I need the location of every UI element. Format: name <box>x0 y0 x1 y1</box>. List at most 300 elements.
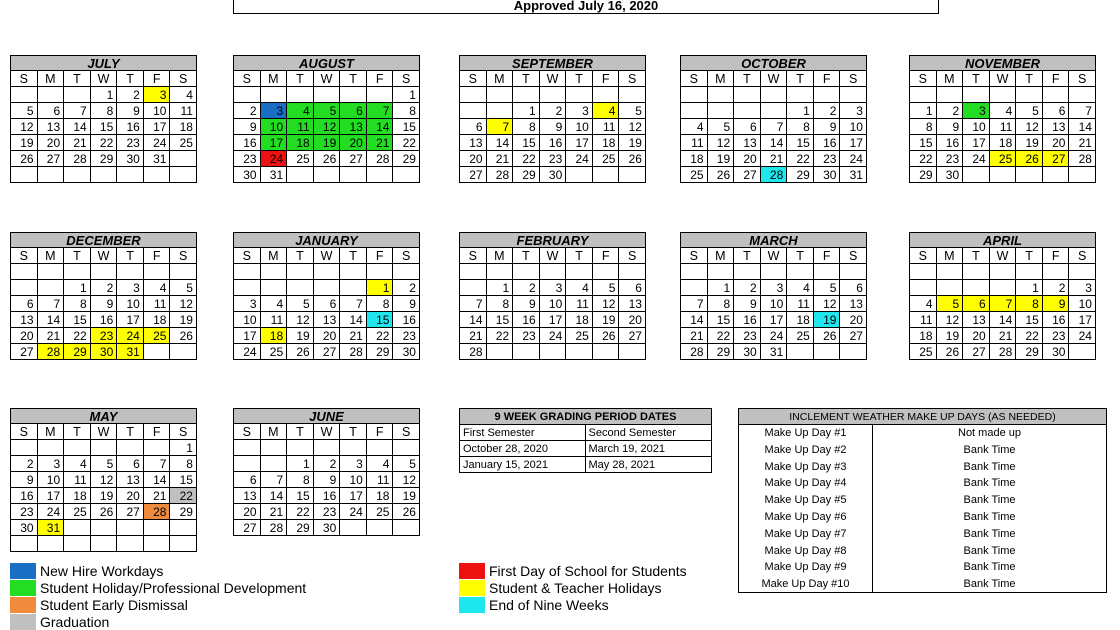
day-cell: 29 <box>91 151 118 167</box>
day-cell: 3 <box>566 103 593 119</box>
day-cell: 18 <box>64 488 91 504</box>
day-cell: 17 <box>540 312 567 328</box>
weekday-header: F <box>1043 71 1070 87</box>
table-row <box>738 442 1107 459</box>
day-cell: 25 <box>910 344 937 360</box>
day-cell: 5 <box>937 296 964 312</box>
day-cell: 9 <box>937 119 964 135</box>
day-cell: 4 <box>990 103 1017 119</box>
day-cell: 8 <box>393 103 420 119</box>
empty-cell <box>619 264 646 280</box>
day-cell: 30 <box>393 344 420 360</box>
day-cell: 10 <box>340 472 367 488</box>
empty-cell <box>340 264 367 280</box>
table-row <box>459 457 712 473</box>
makeup-day-status: Bank Time <box>873 526 1107 543</box>
empty-cell <box>38 536 65 552</box>
day-cell: 20 <box>340 135 367 151</box>
day-cell: 31 <box>38 520 65 536</box>
month-grid <box>10 71 197 183</box>
day-cell: 27 <box>963 344 990 360</box>
day-cell: 14 <box>990 312 1017 328</box>
empty-cell <box>1069 344 1096 360</box>
day-cell: 26 <box>937 344 964 360</box>
day-cell: 12 <box>937 312 964 328</box>
day-cell: 2 <box>117 87 144 103</box>
day-cell: 3 <box>340 456 367 472</box>
day-cell: 15 <box>787 135 814 151</box>
day-cell: 22 <box>708 328 735 344</box>
day-cell: 10 <box>38 472 65 488</box>
day-cell: 16 <box>11 488 38 504</box>
empty-cell <box>963 167 990 183</box>
empty-cell <box>314 280 341 296</box>
day-cell: 12 <box>393 472 420 488</box>
day-cell: 5 <box>814 280 841 296</box>
day-cell: 11 <box>681 135 708 151</box>
legend-swatch <box>10 614 36 630</box>
day-cell: 12 <box>11 119 38 135</box>
table-cell: January 15, 2021 <box>459 457 586 473</box>
day-cell: 26 <box>314 151 341 167</box>
day-cell: 16 <box>734 312 761 328</box>
day-cell: 20 <box>619 312 646 328</box>
empty-cell <box>340 280 367 296</box>
weekday-header: T <box>117 71 144 87</box>
day-cell: 9 <box>11 472 38 488</box>
legend-label: Student & Teacher Holidays <box>489 579 662 596</box>
weekday-header: W <box>91 248 118 264</box>
day-cell: 27 <box>234 520 261 536</box>
empty-cell <box>1043 87 1070 103</box>
makeup-day-label: Make Up Day #4 <box>738 475 873 492</box>
empty-cell <box>234 87 261 103</box>
empty-cell <box>170 167 197 183</box>
month-title: OCTOBER <box>680 55 867 71</box>
day-cell: 5 <box>1016 103 1043 119</box>
day-cell: 6 <box>38 103 65 119</box>
table-row <box>738 459 1107 476</box>
month-title: APRIL <box>909 232 1096 248</box>
weekday-header: W <box>540 71 567 87</box>
day-cell: 6 <box>1043 103 1070 119</box>
day-cell: 30 <box>937 167 964 183</box>
day-cell: 8 <box>287 472 314 488</box>
empty-cell <box>11 440 38 456</box>
day-cell: 19 <box>393 488 420 504</box>
day-cell: 12 <box>1016 119 1043 135</box>
day-cell: 29 <box>1016 344 1043 360</box>
weekday-header: S <box>393 248 420 264</box>
makeup-day-label: Make Up Day #2 <box>738 442 873 459</box>
legend-item <box>10 613 306 630</box>
empty-cell <box>38 87 65 103</box>
day-cell: 12 <box>619 119 646 135</box>
day-cell: 28 <box>367 151 394 167</box>
day-cell: 5 <box>314 103 341 119</box>
month-december <box>10 232 197 360</box>
day-cell: 21 <box>38 328 65 344</box>
empty-cell <box>367 87 394 103</box>
month-january <box>233 232 420 360</box>
day-cell: 11 <box>593 119 620 135</box>
empty-cell <box>619 344 646 360</box>
day-cell: 20 <box>840 312 867 328</box>
empty-cell <box>393 440 420 456</box>
empty-cell <box>64 536 91 552</box>
weekday-header: S <box>460 71 487 87</box>
legend-item <box>10 596 306 613</box>
legend-left <box>10 562 306 630</box>
empty-cell <box>393 520 420 536</box>
table-row <box>738 509 1107 526</box>
day-cell: 21 <box>261 504 288 520</box>
day-cell: 15 <box>1016 312 1043 328</box>
day-cell: 12 <box>708 135 735 151</box>
empty-cell <box>144 344 171 360</box>
empty-cell <box>64 87 91 103</box>
day-cell: 1 <box>708 280 735 296</box>
month-grid <box>680 248 867 360</box>
empty-cell <box>261 456 288 472</box>
empty-cell <box>91 167 118 183</box>
day-cell: 13 <box>117 472 144 488</box>
empty-cell <box>261 440 288 456</box>
weekday-header: W <box>761 71 788 87</box>
empty-cell <box>91 536 118 552</box>
empty-cell <box>990 264 1017 280</box>
day-cell: 10 <box>963 119 990 135</box>
empty-cell <box>11 264 38 280</box>
legend-swatch <box>459 563 485 579</box>
table-row <box>738 526 1107 543</box>
day-cell: 6 <box>11 296 38 312</box>
day-cell: 12 <box>91 472 118 488</box>
day-cell: 3 <box>540 280 567 296</box>
day-cell: 17 <box>1069 312 1096 328</box>
day-cell: 11 <box>64 472 91 488</box>
month-title: SEPTEMBER <box>459 55 646 71</box>
weekday-header: T <box>117 248 144 264</box>
day-cell: 27 <box>840 328 867 344</box>
day-cell: 14 <box>340 312 367 328</box>
day-cell: 2 <box>11 456 38 472</box>
weekday-header: S <box>393 424 420 440</box>
day-cell: 10 <box>1069 296 1096 312</box>
day-cell: 11 <box>787 296 814 312</box>
weekday-header: T <box>513 248 540 264</box>
day-cell: 6 <box>234 472 261 488</box>
day-cell: 18 <box>681 151 708 167</box>
day-cell: 31 <box>261 167 288 183</box>
day-cell: 8 <box>513 119 540 135</box>
empty-cell <box>117 536 144 552</box>
day-cell: 6 <box>840 280 867 296</box>
empty-cell <box>566 167 593 183</box>
empty-cell <box>117 264 144 280</box>
empty-cell <box>487 264 514 280</box>
month-grid <box>909 71 1096 183</box>
day-cell: 3 <box>261 103 288 119</box>
day-cell: 6 <box>460 119 487 135</box>
makeup-day-status: Bank Time <box>873 559 1107 576</box>
day-cell: 15 <box>513 135 540 151</box>
day-cell: 20 <box>1043 135 1070 151</box>
empty-cell <box>287 167 314 183</box>
day-cell: 28 <box>38 344 65 360</box>
weekday-header: M <box>937 71 964 87</box>
day-cell: 22 <box>91 135 118 151</box>
month-july <box>10 55 197 183</box>
day-cell: 25 <box>787 328 814 344</box>
empty-cell <box>1016 264 1043 280</box>
month-november <box>909 55 1096 183</box>
day-cell: 29 <box>287 520 314 536</box>
day-cell: 3 <box>1069 280 1096 296</box>
day-cell: 5 <box>287 296 314 312</box>
day-cell: 7 <box>1069 103 1096 119</box>
day-cell: 22 <box>287 504 314 520</box>
day-cell: 23 <box>91 328 118 344</box>
weekday-header: M <box>38 71 65 87</box>
day-cell: 31 <box>144 151 171 167</box>
day-cell: 9 <box>314 472 341 488</box>
day-cell: 11 <box>287 119 314 135</box>
day-cell: 15 <box>708 312 735 328</box>
day-cell: 25 <box>170 135 197 151</box>
day-cell: 21 <box>340 328 367 344</box>
weekday-header: F <box>144 248 171 264</box>
day-cell: 2 <box>393 280 420 296</box>
day-cell: 26 <box>170 328 197 344</box>
inclement-weather-title: INCLEMENT WEATHER MAKE UP DAYS (AS NEEDED) <box>738 408 1107 425</box>
weekday-header: S <box>681 248 708 264</box>
day-cell: 17 <box>566 135 593 151</box>
day-cell: 13 <box>1043 119 1070 135</box>
weekday-header: T <box>64 248 91 264</box>
empty-cell <box>1016 87 1043 103</box>
day-cell: 8 <box>367 296 394 312</box>
empty-cell <box>937 87 964 103</box>
table-row <box>459 425 712 441</box>
empty-cell <box>117 167 144 183</box>
empty-cell <box>340 520 367 536</box>
legend-item <box>459 562 687 579</box>
weekday-header: T <box>1016 248 1043 264</box>
day-cell: 18 <box>367 488 394 504</box>
day-cell: 22 <box>367 328 394 344</box>
day-cell: 24 <box>234 344 261 360</box>
empty-cell <box>566 87 593 103</box>
day-cell: 29 <box>64 344 91 360</box>
weekday-header: T <box>287 248 314 264</box>
empty-cell <box>1069 264 1096 280</box>
day-cell: 29 <box>367 344 394 360</box>
empty-cell <box>91 520 118 536</box>
empty-cell <box>38 167 65 183</box>
day-cell: 7 <box>761 119 788 135</box>
legend-label: End of Nine Weeks <box>489 596 609 613</box>
day-cell: 28 <box>1069 151 1096 167</box>
day-cell: 23 <box>393 328 420 344</box>
day-cell: 16 <box>513 312 540 328</box>
month-title: JANUARY <box>233 232 420 248</box>
day-cell: 18 <box>593 135 620 151</box>
empty-cell <box>840 344 867 360</box>
day-cell: 25 <box>144 328 171 344</box>
legend-item <box>10 579 306 596</box>
day-cell: 10 <box>234 312 261 328</box>
day-cell: 1 <box>64 280 91 296</box>
empty-cell <box>144 520 171 536</box>
empty-cell <box>814 344 841 360</box>
empty-cell <box>144 440 171 456</box>
day-cell: 29 <box>513 167 540 183</box>
day-cell: 23 <box>314 504 341 520</box>
day-cell: 13 <box>11 312 38 328</box>
day-cell: 30 <box>91 344 118 360</box>
day-cell: 22 <box>910 151 937 167</box>
month-title: JUNE <box>233 408 420 424</box>
day-cell: 27 <box>1043 151 1070 167</box>
day-cell: 26 <box>393 504 420 520</box>
day-cell: 13 <box>314 312 341 328</box>
weekday-header: T <box>734 71 761 87</box>
empty-cell <box>144 264 171 280</box>
empty-cell <box>340 167 367 183</box>
day-cell: 8 <box>910 119 937 135</box>
month-august <box>233 55 420 183</box>
day-cell: 16 <box>937 135 964 151</box>
legend-label: Graduation <box>40 613 110 630</box>
day-cell: 13 <box>840 296 867 312</box>
empty-cell <box>393 264 420 280</box>
day-cell: 8 <box>487 296 514 312</box>
legend-swatch <box>459 597 485 613</box>
day-cell: 23 <box>11 504 38 520</box>
day-cell: 24 <box>566 151 593 167</box>
day-cell: 7 <box>367 103 394 119</box>
weekday-header: M <box>487 248 514 264</box>
day-cell: 9 <box>234 119 261 135</box>
day-cell: 31 <box>840 167 867 183</box>
day-cell: 7 <box>64 103 91 119</box>
day-cell: 22 <box>1016 328 1043 344</box>
day-cell: 10 <box>566 119 593 135</box>
day-cell: 27 <box>11 344 38 360</box>
empty-cell <box>11 87 38 103</box>
day-cell: 21 <box>761 151 788 167</box>
weekday-header: S <box>840 71 867 87</box>
day-cell: 19 <box>593 312 620 328</box>
day-cell: 16 <box>393 312 420 328</box>
legend-item <box>459 579 687 596</box>
day-cell: 28 <box>990 344 1017 360</box>
empty-cell <box>761 264 788 280</box>
weekday-header: M <box>708 248 735 264</box>
day-cell: 3 <box>38 456 65 472</box>
day-cell: 31 <box>761 344 788 360</box>
day-cell: 4 <box>787 280 814 296</box>
day-cell: 23 <box>513 328 540 344</box>
empty-cell <box>681 87 708 103</box>
empty-cell <box>540 87 567 103</box>
day-cell: 11 <box>990 119 1017 135</box>
day-cell: 24 <box>340 504 367 520</box>
day-cell: 15 <box>170 472 197 488</box>
day-cell: 15 <box>910 135 937 151</box>
day-cell: 2 <box>937 103 964 119</box>
day-cell: 4 <box>287 103 314 119</box>
day-cell: 25 <box>64 504 91 520</box>
day-cell: 12 <box>170 296 197 312</box>
makeup-day-label: Make Up Day #7 <box>738 526 873 543</box>
day-cell: 21 <box>681 328 708 344</box>
empty-cell <box>91 440 118 456</box>
weekday-header: T <box>340 71 367 87</box>
day-cell: 19 <box>170 312 197 328</box>
inclement-weather-table <box>738 408 1107 593</box>
month-grid <box>233 71 420 183</box>
weekday-header: T <box>287 71 314 87</box>
day-cell: 24 <box>144 135 171 151</box>
empty-cell <box>340 440 367 456</box>
weekday-header: W <box>314 71 341 87</box>
day-cell: 18 <box>566 312 593 328</box>
empty-cell <box>393 167 420 183</box>
day-cell: 24 <box>840 151 867 167</box>
day-cell: 19 <box>91 488 118 504</box>
day-cell: 27 <box>38 151 65 167</box>
day-cell: 1 <box>393 87 420 103</box>
day-cell: 18 <box>287 135 314 151</box>
day-cell: 2 <box>234 103 261 119</box>
day-cell: 18 <box>787 312 814 328</box>
day-cell: 4 <box>910 296 937 312</box>
day-cell: 12 <box>814 296 841 312</box>
makeup-day-status: Bank Time <box>873 492 1107 509</box>
legend-swatch <box>10 580 36 596</box>
empty-cell <box>681 264 708 280</box>
day-cell: 10 <box>540 296 567 312</box>
day-cell: 22 <box>170 488 197 504</box>
weekday-header: T <box>340 424 367 440</box>
weekday-header: S <box>910 71 937 87</box>
day-cell: 3 <box>963 103 990 119</box>
makeup-day-status: Not made up <box>873 425 1107 442</box>
day-cell: 20 <box>11 328 38 344</box>
day-cell: 28 <box>261 520 288 536</box>
empty-cell <box>990 280 1017 296</box>
day-cell: 29 <box>910 167 937 183</box>
empty-cell <box>1043 167 1070 183</box>
day-cell: 24 <box>38 504 65 520</box>
weekday-header: S <box>460 248 487 264</box>
legend-swatch <box>10 563 36 579</box>
empty-cell <box>963 87 990 103</box>
day-cell: 15 <box>367 312 394 328</box>
empty-cell <box>681 280 708 296</box>
month-title: NOVEMBER <box>909 55 1096 71</box>
empty-cell <box>1043 264 1070 280</box>
month-grid <box>459 248 646 360</box>
table-row <box>738 492 1107 509</box>
day-cell: 8 <box>64 296 91 312</box>
day-cell: 25 <box>593 151 620 167</box>
day-cell: 1 <box>1016 280 1043 296</box>
day-cell: 7 <box>460 296 487 312</box>
legend-item <box>10 562 306 579</box>
